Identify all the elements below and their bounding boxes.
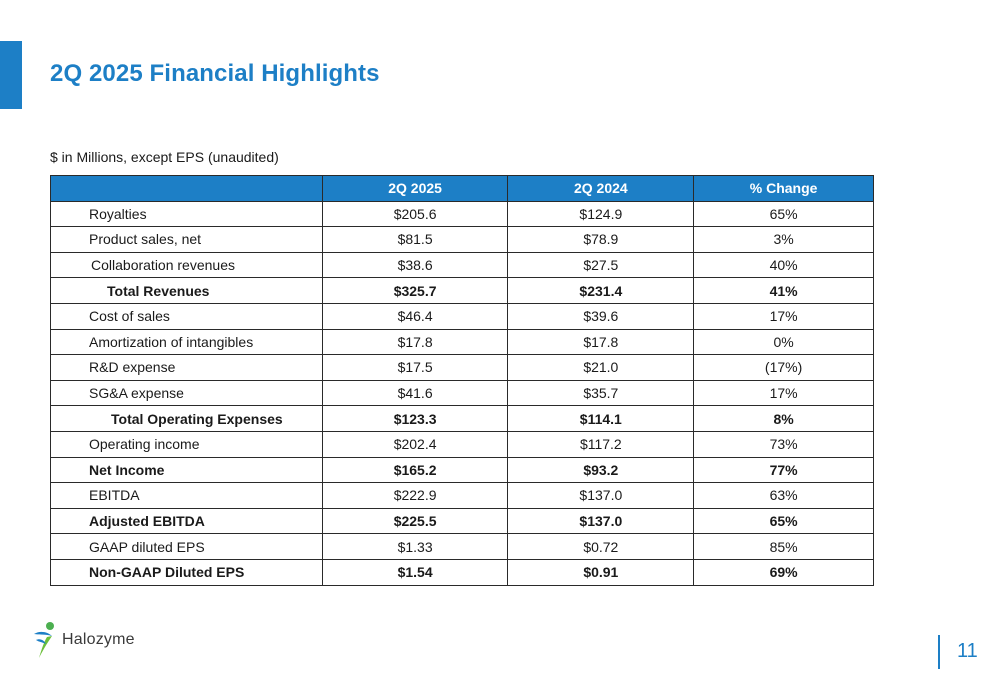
cell-2q-2025: $1.54 xyxy=(322,559,508,585)
row-label: Product sales, net xyxy=(51,227,323,253)
cell-2q-2025: $81.5 xyxy=(322,227,508,253)
table-row-collaboration-revenues xyxy=(51,252,874,278)
row-label: Non-GAAP Diluted EPS xyxy=(51,559,323,585)
table-row-total-operating-expenses xyxy=(51,406,874,432)
table-row-royalties xyxy=(51,201,874,227)
row-label: GAAP diluted EPS xyxy=(51,534,323,560)
table-caption: $ in Millions, except EPS (unaudited) xyxy=(50,149,279,165)
cell-2q-2024: $27.5 xyxy=(508,252,694,278)
table-row-net-income xyxy=(51,457,874,483)
cell-change: 0% xyxy=(694,329,874,355)
cell-change: 41% xyxy=(694,278,874,304)
cell-2q-2025: $17.8 xyxy=(322,329,508,355)
cell-2q-2024: $124.9 xyxy=(508,201,694,227)
cell-2q-2025: $325.7 xyxy=(322,278,508,304)
cell-2q-2024: $0.91 xyxy=(508,559,694,585)
cell-change: 65% xyxy=(694,508,874,534)
cell-2q-2024: $114.1 xyxy=(508,406,694,432)
table-row-amortization xyxy=(51,329,874,355)
row-label: SG&A expense xyxy=(51,380,323,406)
financial-highlights-table xyxy=(50,175,874,586)
table-row-ebitda xyxy=(51,483,874,509)
table-row-non-gaap-diluted-eps xyxy=(51,559,874,585)
title-accent-bar xyxy=(0,41,22,109)
cell-2q-2024: $117.2 xyxy=(508,431,694,457)
cell-2q-2025: $46.4 xyxy=(322,303,508,329)
row-label: Operating income xyxy=(51,431,323,457)
cell-change: 77% xyxy=(694,457,874,483)
header-2q-2024: 2Q 2024 xyxy=(508,176,694,202)
halozyme-logo-icon xyxy=(30,620,60,660)
cell-change: 73% xyxy=(694,431,874,457)
cell-change: 69% xyxy=(694,559,874,585)
cell-2q-2025: $1.33 xyxy=(322,534,508,560)
row-label: Net Income xyxy=(51,457,323,483)
cell-2q-2025: $165.2 xyxy=(322,457,508,483)
cell-2q-2025: $205.6 xyxy=(322,201,508,227)
page-number: 11 xyxy=(957,640,978,662)
cell-2q-2025: $225.5 xyxy=(322,508,508,534)
page-number-divider xyxy=(938,635,940,669)
table-header-row xyxy=(51,176,874,202)
cell-2q-2025: $123.3 xyxy=(322,406,508,432)
cell-2q-2024: $231.4 xyxy=(508,278,694,304)
table-row-cost-of-sales xyxy=(51,303,874,329)
header-percent-change: % Change xyxy=(694,176,874,202)
cell-2q-2024: $137.0 xyxy=(508,508,694,534)
header-2q-2025: 2Q 2025 xyxy=(322,176,508,202)
cell-2q-2024: $93.2 xyxy=(508,457,694,483)
cell-2q-2025: $38.6 xyxy=(322,252,508,278)
cell-2q-2024: $21.0 xyxy=(508,355,694,381)
row-label: EBITDA xyxy=(51,483,323,509)
row-label: Cost of sales xyxy=(51,303,323,329)
row-label: Collaboration revenues xyxy=(51,252,323,278)
cell-2q-2024: $78.9 xyxy=(508,227,694,253)
cell-2q-2024: $35.7 xyxy=(508,380,694,406)
cell-change: 17% xyxy=(694,380,874,406)
cell-2q-2024: $17.8 xyxy=(508,329,694,355)
row-label: Adjusted EBITDA xyxy=(51,508,323,534)
page-title: 2Q 2025 Financial Highlights xyxy=(50,60,380,87)
table-row-rd-expense xyxy=(51,355,874,381)
cell-change: 63% xyxy=(694,483,874,509)
cell-2q-2025: $17.5 xyxy=(322,355,508,381)
logo-wordmark: Halozyme xyxy=(62,631,135,648)
table-row-operating-income xyxy=(51,431,874,457)
row-label: Amortization of intangibles xyxy=(51,329,323,355)
cell-change: (17%) xyxy=(694,355,874,381)
cell-2q-2024: $39.6 xyxy=(508,303,694,329)
company-logo xyxy=(30,620,135,660)
cell-change: 85% xyxy=(694,534,874,560)
cell-2q-2025: $41.6 xyxy=(322,380,508,406)
row-label: Total Operating Expenses xyxy=(51,406,323,432)
cell-2q-2025: $222.9 xyxy=(322,483,508,509)
table-row-sga-expense xyxy=(51,380,874,406)
row-label: Royalties xyxy=(51,201,323,227)
header-label xyxy=(51,176,323,202)
cell-2q-2024: $0.72 xyxy=(508,534,694,560)
cell-change: 17% xyxy=(694,303,874,329)
cell-change: 8% xyxy=(694,406,874,432)
table-row-gaap-diluted-eps xyxy=(51,534,874,560)
cell-change: 3% xyxy=(694,227,874,253)
cell-2q-2024: $137.0 xyxy=(508,483,694,509)
table-row-total-revenues xyxy=(51,278,874,304)
cell-change: 65% xyxy=(694,201,874,227)
table-row-product-sales xyxy=(51,227,874,253)
cell-2q-2025: $202.4 xyxy=(322,431,508,457)
table-row-adjusted-ebitda xyxy=(51,508,874,534)
row-label: Total Revenues xyxy=(51,278,323,304)
row-label: R&D expense xyxy=(51,355,323,381)
cell-change: 40% xyxy=(694,252,874,278)
